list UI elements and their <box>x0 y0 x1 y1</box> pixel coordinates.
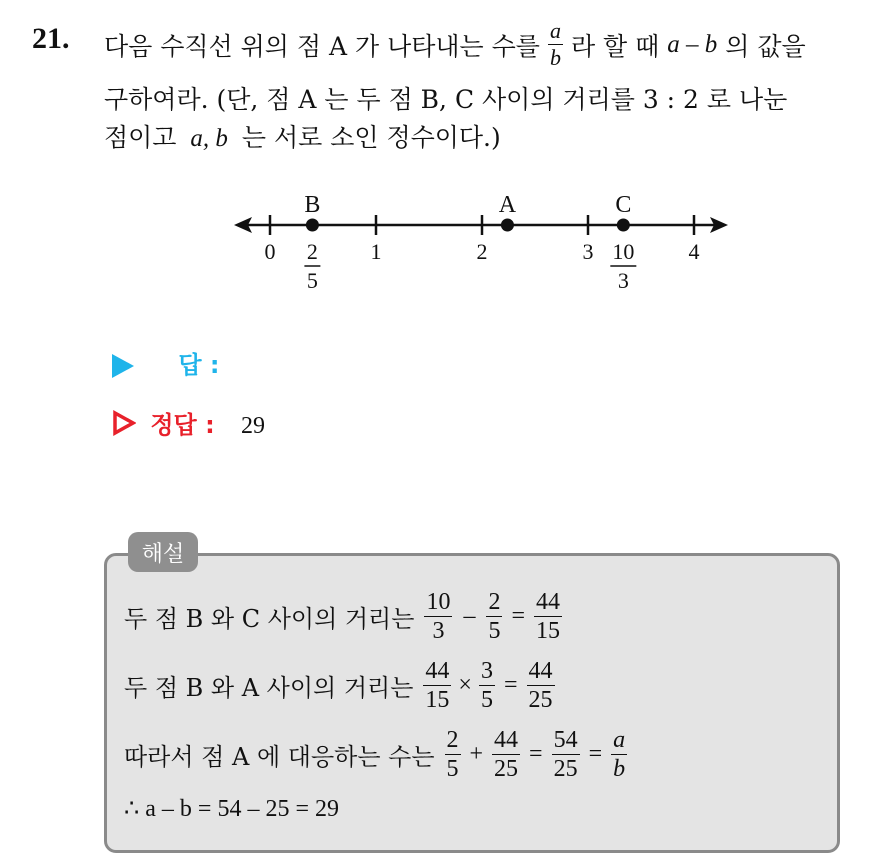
triangle-outline-icon <box>112 410 136 442</box>
point-c <box>617 219 630 232</box>
tick-label: 0 <box>264 239 276 264</box>
operator: + <box>469 741 484 767</box>
fraction <box>527 659 555 712</box>
fraction <box>479 659 495 712</box>
solution-conclusion: ∴ a – b = 54 – 25 = 29 <box>124 796 339 822</box>
answer-label: 답 : <box>178 351 220 379</box>
numerator: 44 <box>528 658 553 684</box>
question-line-2: 구하여라. (단, 점 A 는 두 점 B, C 사이의 거리를 3 : 2 로 나눈 <box>104 85 788 114</box>
numerator: 10 <box>426 589 451 615</box>
solution-text: 두 점 B 와 C 사이의 거리는 <box>124 605 415 633</box>
denominator: 5 <box>480 687 493 713</box>
denominator: 25 <box>494 756 519 782</box>
solution-line-1 <box>124 590 565 643</box>
question-line-1 <box>104 20 806 69</box>
tick-label: 3 <box>582 239 594 264</box>
denominator: 5 <box>446 756 459 782</box>
equals-sign: = <box>511 603 525 629</box>
solution-tab: 해설 <box>128 532 198 572</box>
numerator: 54 <box>553 727 578 753</box>
expression: a – b <box>667 30 718 58</box>
solution-text: 두 점 B 와 A 사이의 거리는 <box>124 674 414 702</box>
solution-text: 따라서 점 A 에 대응하는 수는 <box>124 743 435 771</box>
fraction <box>534 590 562 643</box>
tick-label: 1 <box>370 239 382 264</box>
denominator: 3 <box>432 618 445 644</box>
fraction-numerator: a <box>549 18 561 43</box>
denominator: 25 <box>528 687 553 713</box>
number-line-figure <box>220 180 740 300</box>
value-label-denominator: 3 <box>617 268 629 293</box>
fraction <box>492 728 520 781</box>
value-label-numerator: 2 <box>306 239 318 264</box>
denominator: 5 <box>488 618 501 644</box>
numerator: 2 <box>488 589 501 615</box>
numerator: a <box>613 727 626 753</box>
operator: × <box>458 672 472 698</box>
point-a <box>501 219 514 232</box>
triangle-filled-icon <box>112 354 134 378</box>
tick-label: 4 <box>688 239 700 264</box>
correct-answer-label: 정답 : <box>150 411 215 439</box>
point-label: C <box>615 192 632 218</box>
operator: – <box>463 603 476 629</box>
equals-sign: = <box>588 741 603 767</box>
answer-row <box>112 345 220 380</box>
question-text: 다음 수직선 위의 점 A 가 나타내는 수를 <box>104 31 540 61</box>
solution-line-2 <box>124 659 558 712</box>
point-b <box>306 219 319 232</box>
solution-line-3 <box>124 728 630 781</box>
question-number: 21. <box>32 22 70 55</box>
fraction-denominator: b <box>549 45 561 70</box>
question-line-3 <box>104 118 501 154</box>
equals-sign: = <box>503 672 518 698</box>
question-text: 의 값을 <box>725 31 806 61</box>
variables: a, b <box>190 125 228 152</box>
fraction <box>611 728 627 781</box>
question-text: 라 할 때 <box>570 31 660 61</box>
correct-answer-value: 29 <box>241 413 266 439</box>
fraction <box>424 590 452 643</box>
question-text: 점이고 <box>104 123 177 152</box>
denominator: 15 <box>535 618 560 644</box>
denominator: b <box>613 756 626 782</box>
numerator: 3 <box>480 658 493 684</box>
fraction <box>486 590 502 643</box>
value-label-numerator: 10 <box>612 239 635 264</box>
numerator: 44 <box>425 658 450 684</box>
numerator: 44 <box>494 727 519 753</box>
fraction <box>423 659 451 712</box>
equals-sign: = <box>529 741 543 767</box>
value-label-denominator: 5 <box>306 268 318 293</box>
denominator: 25 <box>553 756 578 782</box>
question-text: 는 서로 소인 정수이다.) <box>241 123 501 152</box>
fraction <box>552 728 580 781</box>
denominator: 15 <box>425 687 450 713</box>
fraction-a-over-b <box>548 20 563 69</box>
point-label: A <box>498 192 517 218</box>
tick-label: 2 <box>476 239 488 264</box>
numerator: 44 <box>535 589 560 615</box>
correct-answer-row <box>112 405 265 442</box>
numerator: 2 <box>446 727 459 753</box>
point-label: B <box>304 192 321 218</box>
fraction <box>445 728 461 781</box>
